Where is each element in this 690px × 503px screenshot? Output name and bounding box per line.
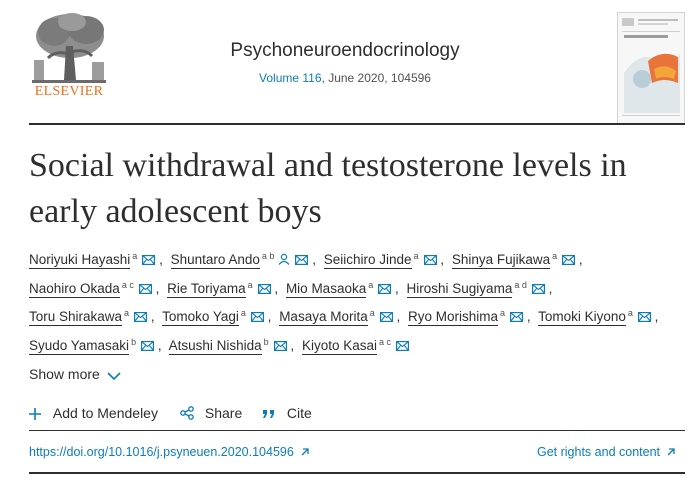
plus-icon: [29, 408, 41, 420]
author-separator: ,: [575, 252, 583, 267]
author-separator: ,: [436, 252, 445, 267]
author-entry: [29, 309, 159, 324]
affiliation-marker[interactable]: a b: [261, 251, 275, 261]
journal-cover-thumbnail[interactable]: [617, 12, 685, 125]
author-list: [29, 244, 684, 358]
author-entry: [169, 338, 299, 353]
author-name[interactable]: Shinya Fujikawa: [451, 252, 551, 267]
author-entry: [452, 252, 587, 267]
cite-button[interactable]: [262, 405, 312, 421]
rights-text: Get rights and content: [537, 445, 660, 459]
author-entry: [29, 281, 163, 296]
author-separator: ,: [270, 280, 279, 296]
publisher-name: ELSEVIER: [34, 84, 104, 99]
email-icon[interactable]: [141, 334, 154, 344]
author-entry: [408, 309, 535, 324]
author-separator: ,: [286, 337, 295, 353]
affiliation-marker[interactable]: a: [247, 279, 253, 290]
author-name[interactable]: Masaya Morita: [279, 309, 368, 324]
author-entry: [302, 338, 409, 353]
show-more-button[interactable]: [29, 366, 121, 382]
email-icon[interactable]: [380, 305, 393, 315]
author-name[interactable]: Tomoko Yagi: [162, 309, 239, 324]
author-entry: [324, 252, 448, 267]
author-separator: ,: [147, 309, 155, 324]
email-icon[interactable]: [134, 305, 147, 315]
share-button[interactable]: [180, 405, 242, 421]
author-name[interactable]: Seiichiro Jinde: [323, 252, 412, 267]
share-icon: [180, 406, 194, 420]
journal-title[interactable]: Psychoneuroendocrinology: [230, 40, 460, 61]
email-icon[interactable]: [510, 305, 523, 315]
author-entry: [279, 309, 404, 324]
author-name[interactable]: Hiroshi Sugiyama: [406, 280, 513, 296]
volume-link[interactable]: Volume 116: [259, 71, 322, 85]
add-to-mendeley-button[interactable]: [29, 405, 158, 421]
author-separator: ,: [154, 337, 162, 353]
email-icon[interactable]: [251, 305, 264, 315]
affiliation-marker[interactable]: b: [263, 336, 269, 347]
email-icon[interactable]: [295, 248, 308, 258]
author-separator: ,: [650, 309, 659, 324]
header-divider: [29, 123, 685, 125]
author-name[interactable]: Shuntaro Ando: [170, 252, 260, 267]
chevron-down-icon: [107, 371, 121, 381]
affiliation-marker[interactable]: a: [132, 251, 138, 261]
affiliation-marker[interactable]: a: [368, 279, 374, 290]
email-icon[interactable]: [424, 248, 437, 258]
email-icon[interactable]: [396, 334, 409, 344]
author-separator: ,: [308, 252, 316, 267]
author-separator: ,: [151, 280, 160, 296]
author-entry: [538, 309, 662, 324]
author-entry: [171, 252, 320, 267]
affiliation-marker[interactable]: a: [369, 308, 375, 318]
cite-label: Cite: [286, 405, 312, 421]
affiliation-marker[interactable]: a d: [514, 279, 527, 290]
author-separator: ,: [392, 309, 401, 324]
email-icon[interactable]: [258, 277, 271, 287]
email-icon[interactable]: [532, 277, 545, 287]
author-name[interactable]: Atsushi Nishida: [168, 337, 262, 353]
author-name[interactable]: Noriyuki Hayashi: [29, 252, 131, 267]
author-name[interactable]: Mio Masaoka: [285, 280, 367, 296]
author-name[interactable]: Syudo Yamasaki: [29, 337, 130, 353]
email-icon[interactable]: [378, 277, 391, 287]
email-icon[interactable]: [139, 277, 152, 287]
affiliation-marker[interactable]: a c: [121, 279, 134, 290]
external-link-icon: [666, 447, 676, 457]
doi-text: https://doi.org/10.1016/j.psyneuen.2020.104596: [29, 445, 294, 459]
author-entry: [167, 281, 282, 296]
affiliation-marker[interactable]: a: [627, 308, 633, 318]
author-entry: [29, 252, 167, 267]
affiliation-marker[interactable]: a: [240, 308, 246, 318]
author-separator: ,: [523, 309, 531, 324]
author-separator: ,: [263, 309, 272, 324]
author-entry: [162, 309, 275, 324]
author-name[interactable]: Naohiro Okada: [29, 280, 120, 296]
doi-link[interactable]: [29, 445, 310, 459]
affiliation-marker[interactable]: b: [131, 336, 137, 347]
external-link-icon: [300, 447, 310, 457]
affiliation-marker[interactable]: a: [413, 251, 419, 261]
article-title: Social withdrawal and testosterone levels in early adolescent boys: [29, 147, 627, 230]
author-name[interactable]: Tomoki Kiyono: [538, 309, 626, 324]
author-entry: [407, 281, 557, 296]
email-icon[interactable]: [638, 305, 651, 315]
author-entry: [29, 338, 166, 353]
person-icon[interactable]: [278, 248, 290, 260]
author-name[interactable]: Ryo Morishima: [408, 309, 499, 324]
share-label: Share: [204, 405, 243, 421]
issue-info: , June 2020, 104596: [321, 71, 431, 85]
author-separator: ,: [544, 280, 553, 296]
affiliation-marker[interactable]: a: [124, 308, 130, 318]
mendeley-label: Add to Mendeley: [52, 405, 158, 421]
email-icon[interactable]: [562, 248, 575, 258]
author-entry: [286, 281, 403, 296]
affiliation-marker[interactable]: a c: [379, 336, 392, 347]
actions-divider: [29, 430, 685, 431]
rights-link[interactable]: [537, 445, 676, 459]
email-icon[interactable]: [274, 334, 287, 344]
author-separator: ,: [391, 280, 399, 296]
author-name[interactable]: Toru Shirakawa: [29, 309, 123, 324]
author-name[interactable]: Kiyoto Kasai: [301, 337, 377, 353]
email-icon[interactable]: [142, 248, 155, 258]
affiliation-marker[interactable]: a: [500, 308, 506, 318]
affiliation-marker[interactable]: a: [552, 251, 558, 261]
quote-icon: [262, 408, 276, 420]
article-header: [0, 0, 690, 123]
author-separator: ,: [155, 252, 163, 267]
author-name[interactable]: Rie Toriyama: [167, 280, 246, 296]
volume-issue-line: [200, 71, 490, 85]
footer-divider: [29, 472, 685, 474]
show-more-label: Show more: [29, 366, 100, 382]
